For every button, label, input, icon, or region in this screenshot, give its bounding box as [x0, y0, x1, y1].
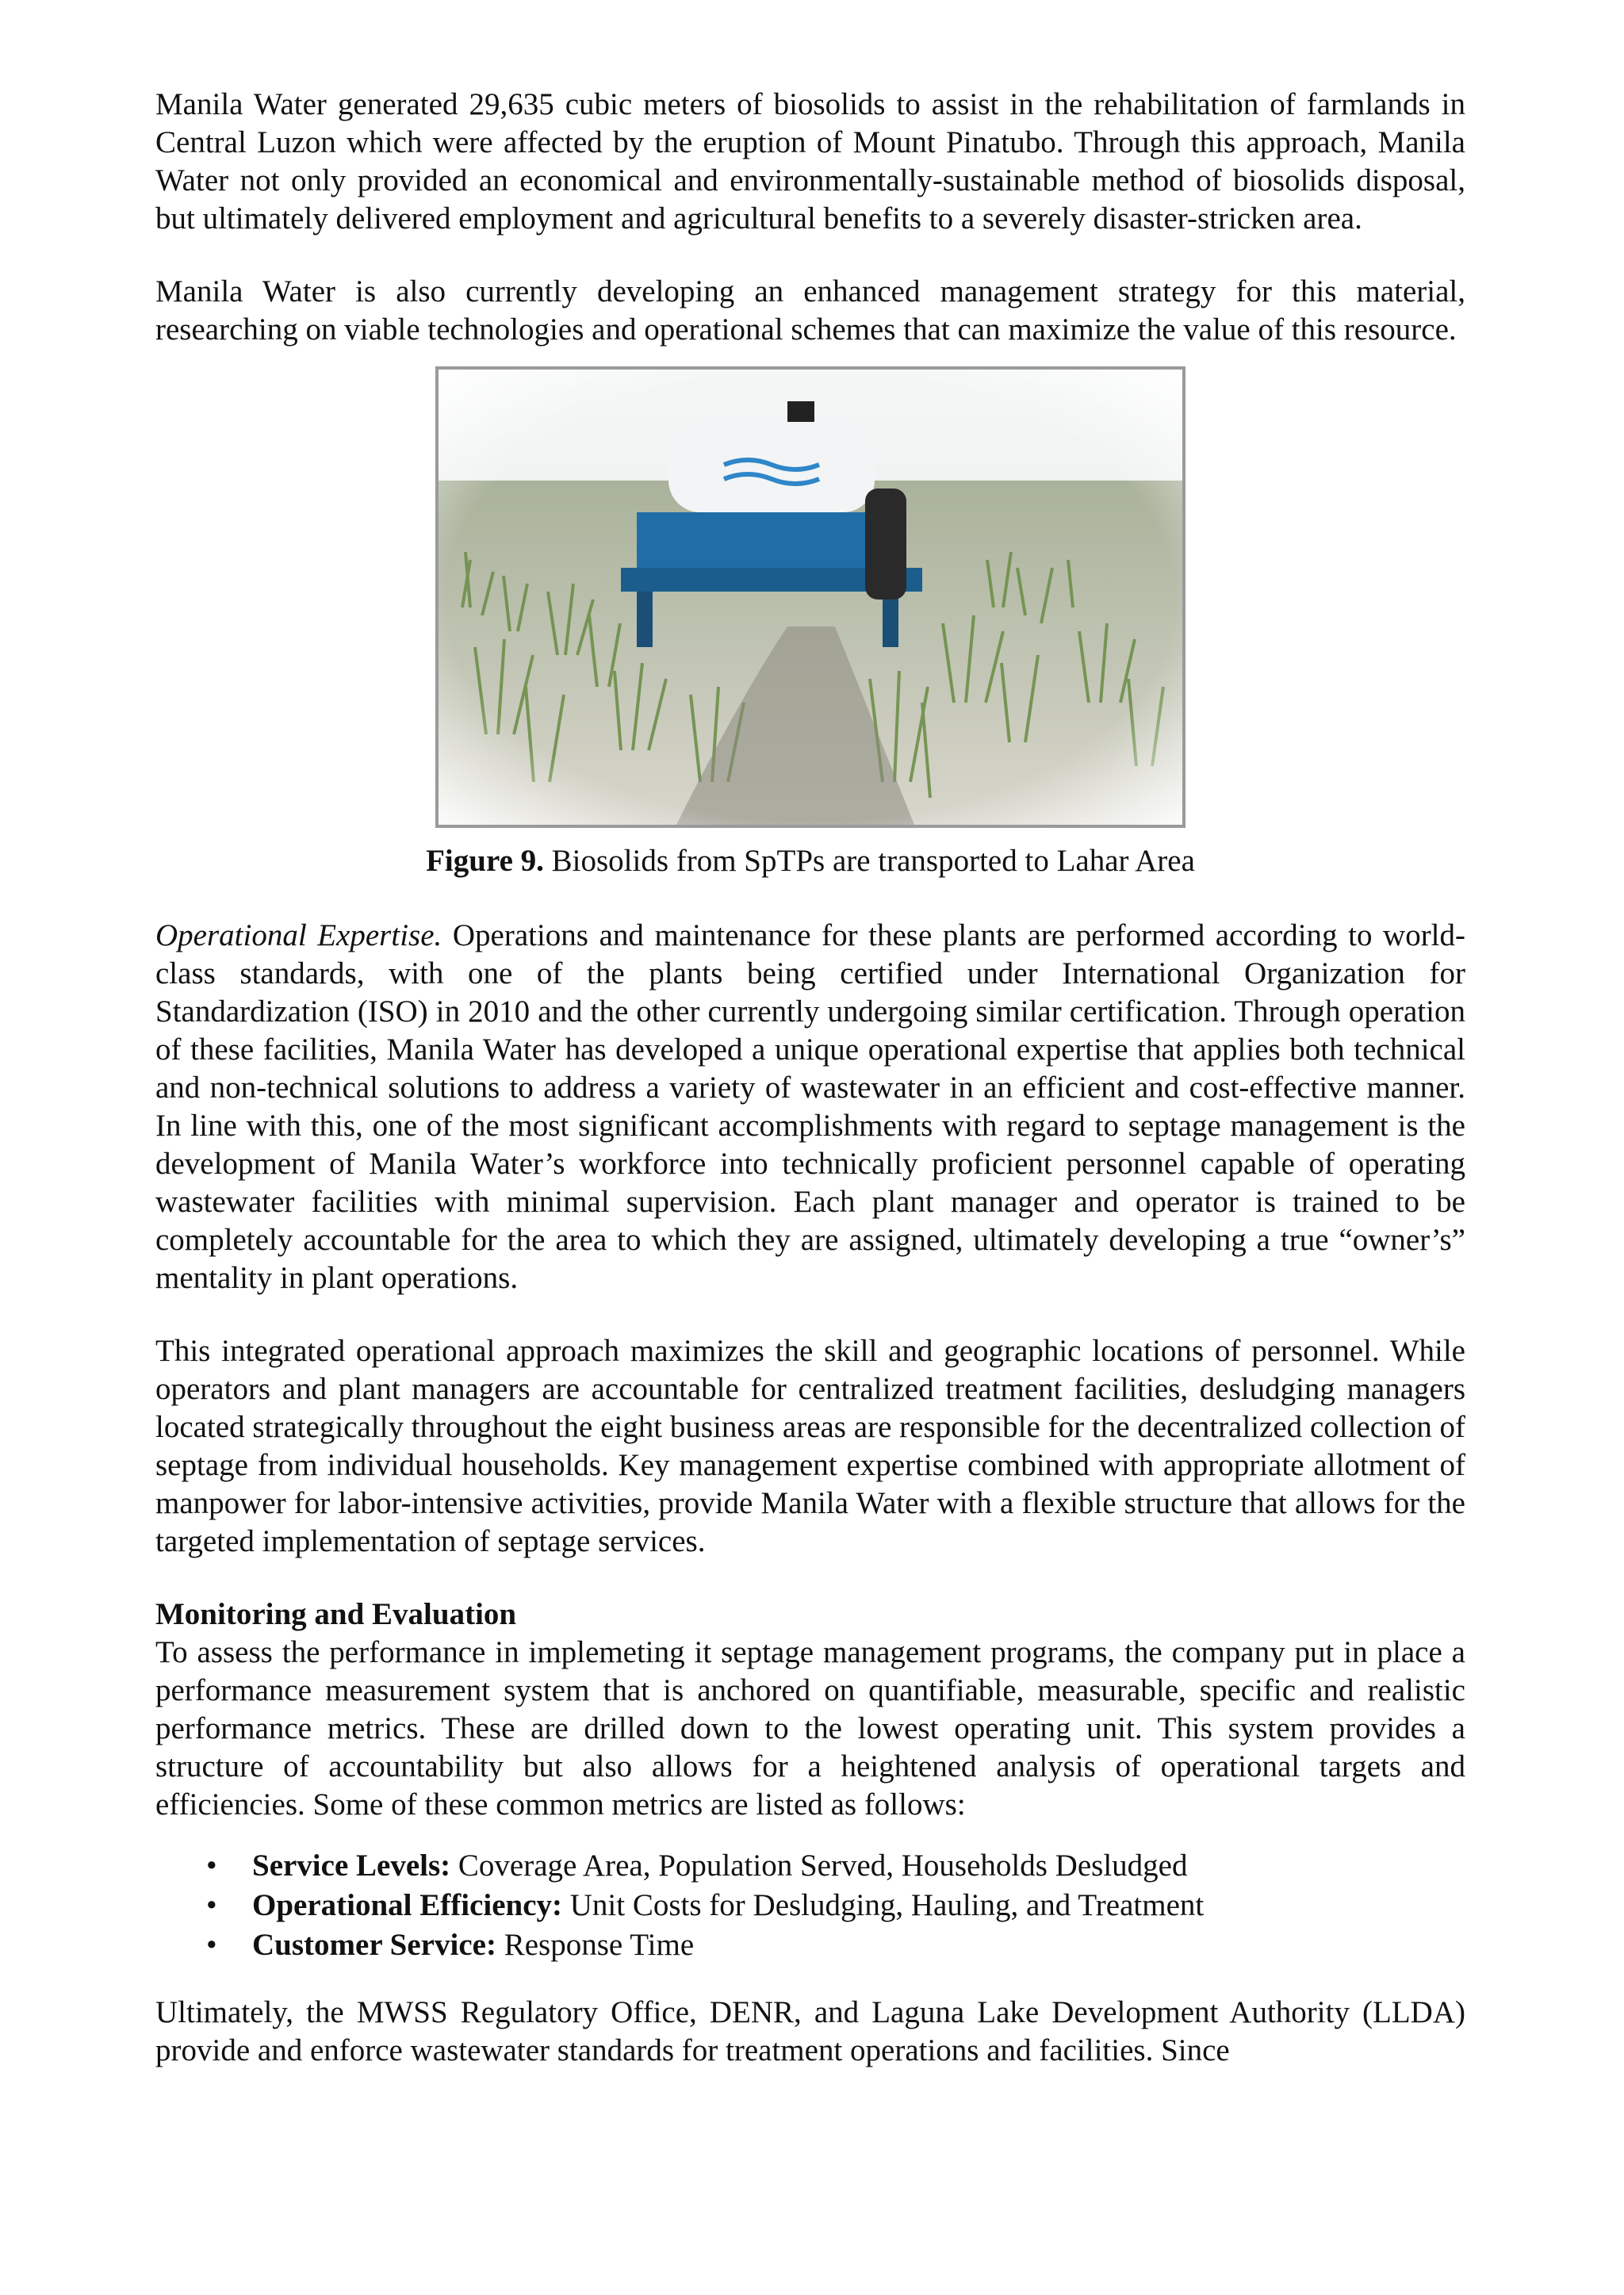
list-item	[155, 1886, 1465, 1925]
paragraph-biosolids-generation: Manila Water generated 29,635 cubic meters of biosolids to assist in the rehabilitation of farmlands in Central Luzon which were affected by the eruption of Mount Pinatubo. Through this approach, Manila Water not only provided an economical and environmentally-sustainable method of biosolids disposal, but ultimately delivered employment and agricultural benefits to a severely disaster-stricken area.	[155, 87, 1465, 236]
metric-text: Coverage Area, Population Served, Households Desludged	[450, 1849, 1188, 1883]
metrics-list	[155, 1846, 1465, 1965]
document-page	[155, 86, 1465, 2070]
metric-text: Response Time	[496, 1928, 695, 1962]
paragraph-integrated-approach: This integrated operational approach maximizes the skill and geographic locations of personnel. While operators and plant managers are accountable for centralized treatment facilities, desludging managers located strategically throughout the eight business areas are responsible for the decentralized collection of septage from individual households. Key management expertise combined with appropriate allotment of manpower for labor-intensive activities, provide Manila Water with a flexible structure that allows for the targeted implementation of septage services.	[155, 1334, 1465, 1558]
figure-caption-text: Biosolids from SpTPs are transported to Lahar Area	[543, 844, 1195, 878]
figure-caption	[155, 842, 1465, 880]
paragraph-management-strategy: Manila Water is also currently developing an enhanced management strategy for this material, researching on viable technologies and operational schemes that can maximize the value of this resource.	[155, 274, 1465, 347]
metric-label: Service Levels:	[252, 1849, 451, 1883]
tractor-field-illustration	[439, 370, 1182, 825]
section-heading-monitoring: Monitoring and Evaluation	[155, 1597, 517, 1631]
bullet-icon: •	[206, 1928, 217, 1962]
metric-label: Customer Service:	[252, 1928, 496, 1962]
list-item	[155, 1925, 1465, 1965]
metric-text: Unit Costs for Desludging, Hauling, and Treatment	[562, 1888, 1205, 1922]
operational-expertise-lead: Operational Expertise.	[155, 918, 442, 952]
operational-expertise-body: Operations and maintenance for these plants are performed according to world-class standards, with one of the plants being certified under International Organization for Standardization (ISO) in 2010 and the other currently undergoing similar certification. Through operation of these facilities, Manila Water has developed a unique operational expertise that applies both technical and non-technical solutions to address a variety of wastewater in an efficient and cost-effective manner. In line with this, one of the most significant accomplishments with regard to septage management is the development of Manila Water’s workforce into technically proficient personnel capable of operating wastewater facilities with minimal supervision. Each plant manager and operator is trained to be completely accountable for the area to which they are assigned, ultimately developing a true “owner’s” mentality in plant operations.	[155, 918, 1466, 1295]
paragraph-regulatory-standards: Ultimately, the MWSS Regulatory Office, DENR, and Laguna Lake Development Authority (LLDA) provide and enforce wastewater standards for treatment operations and facilities. Since	[155, 1995, 1465, 2067]
paragraph-performance-measurement: To assess the performance in implemeting it septage management programs, the company put in place a performance measurement system that is anchored on quantifiable, measurable, specific and realistic performance metrics. These are drilled down to the lowest operating unit. This system provides a structure of accountability but also allows for a heightened analysis of operational targets and efficiencies. Some of these common metrics are listed as follows:	[155, 1635, 1465, 1822]
bullet-icon: •	[206, 1849, 217, 1883]
figure-label: Figure 9.	[426, 844, 544, 878]
bullet-icon: •	[206, 1888, 217, 1922]
list-item	[155, 1846, 1465, 1886]
figure-biosolids-photo	[435, 366, 1185, 828]
metric-label: Operational Efficiency:	[252, 1888, 563, 1922]
paragraph-operational-expertise	[155, 917, 1465, 1297]
